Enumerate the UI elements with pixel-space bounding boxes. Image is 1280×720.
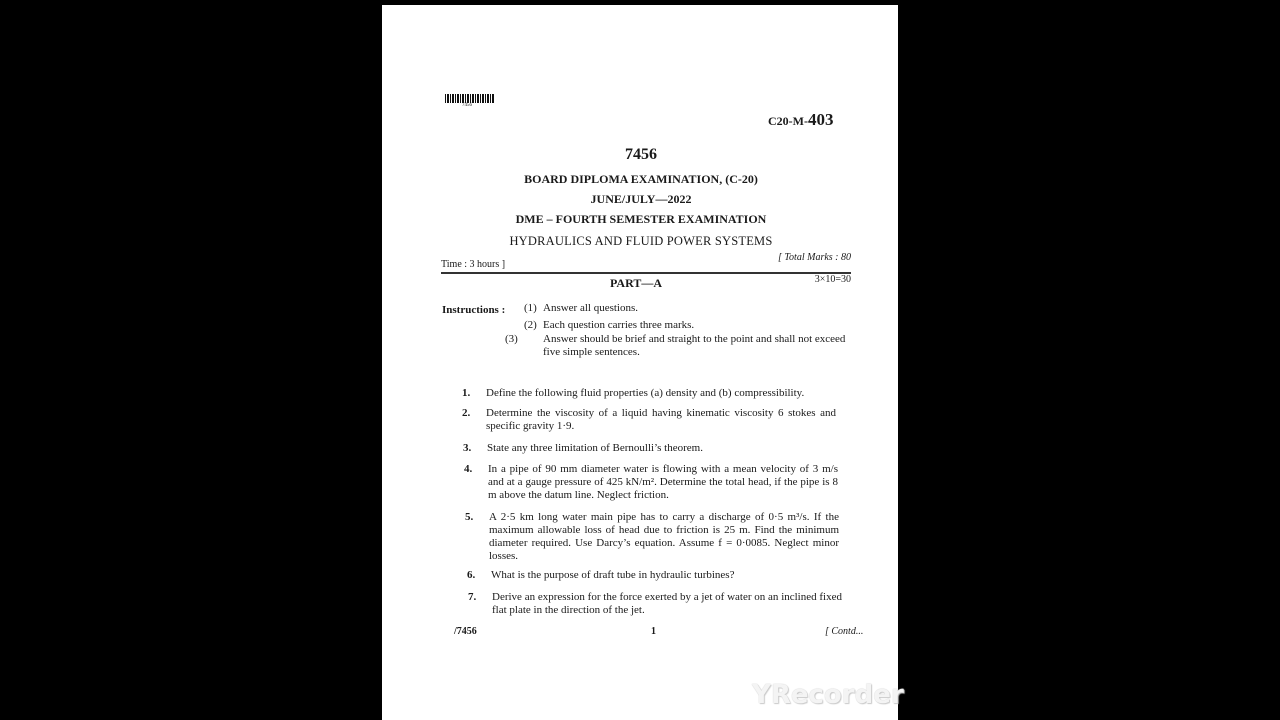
- question-number: 4.: [464, 463, 473, 475]
- subject-title: HYDRAULICS AND FLUID POWER SYSTEMS: [509, 234, 773, 248]
- continued-label: [ Contd...: [825, 626, 864, 637]
- question-number: 1.: [462, 387, 471, 399]
- question-text: In a pipe of 90 mm diameter water is flowing with a mean velocity of 3 m/s and at a gauge pressure of 425 kN/m². Determine the total head, if the pipe is 8 m above the datum line. Neglect friction.: [488, 463, 838, 501]
- question-text: Determine the viscosity of a liquid having kinematic viscosity 6 stokes and specific gravity 1·9.: [486, 407, 836, 432]
- session-title: JUNE/JULY—2022: [590, 192, 692, 206]
- code-prefix: C20-M-: [768, 114, 808, 128]
- barcode-image: [445, 94, 495, 103]
- instruction-text: Each question carries three marks.: [543, 319, 695, 331]
- question-number: 2.: [462, 407, 471, 419]
- paper-code-label: [768, 110, 833, 130]
- question-text: Derive an expression for the force exerted by a jet of water on an inclined fixed flat plate in the direction of the jet.: [492, 591, 842, 616]
- instructions-label: Instructions :: [442, 304, 506, 316]
- instruction-number: (1): [524, 302, 537, 314]
- instruction-number: (3): [505, 333, 518, 345]
- instruction-number: (2): [524, 319, 537, 331]
- instruction-text: Answer all questions.: [543, 302, 639, 314]
- exam-title: DME – FOURTH SEMESTER EXAMINATION: [515, 212, 767, 226]
- question-number: 7.: [468, 591, 477, 603]
- code-number: 403: [807, 110, 834, 129]
- time-label: Time : 3 hours ]: [441, 259, 506, 270]
- part-marks: 3×10=30: [814, 274, 851, 285]
- board-title: BOARD DIPLOMA EXAMINATION, (C-20): [524, 172, 758, 186]
- instruction-item: [524, 302, 638, 315]
- question-number: 6.: [467, 569, 476, 581]
- question-text: Define the following fluid properties (a) density and (b) compressibility.: [486, 387, 805, 399]
- question-number: 5.: [465, 511, 474, 523]
- instruction-text: Answer should be brief and straight to the point and shall not exceed five simple sentences.: [543, 333, 846, 358]
- question-number: 3.: [463, 442, 472, 454]
- recorder-watermark: YRecorder: [752, 680, 904, 710]
- footer-code: /7456: [454, 626, 477, 637]
- barcode-number: 7456: [462, 103, 472, 108]
- instruction-item: [505, 333, 863, 359]
- question-text: A 2·5 km long water main pipe has to carry a discharge of 0·5 m³/s. If the maximum allowable loss of head due to friction is 25 m. Find the minimum diameter required. Use Darcy’s equation. Assume f = 0·0085. Neglect minor losses.: [489, 511, 839, 562]
- page-number: 1: [651, 626, 656, 637]
- instruction-item: [524, 319, 694, 332]
- question-text: State any three limitation of Bernoulli’s theorem.: [487, 442, 703, 454]
- question-text: What is the purpose of draft tube in hydraulic turbines?: [491, 569, 735, 581]
- part-title: PART—A: [609, 276, 663, 290]
- total-marks-label: [ Total Marks : 80: [778, 252, 851, 263]
- paper-number: 7456: [625, 146, 657, 163]
